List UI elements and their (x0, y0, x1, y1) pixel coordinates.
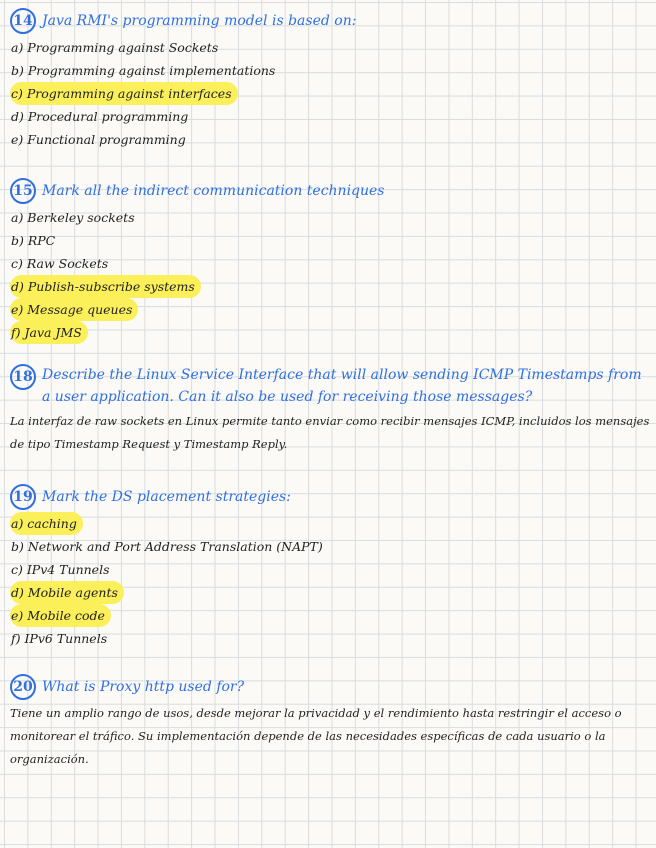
question-19-header (10, 484, 652, 510)
option-e: e) Functional programming (11, 132, 186, 147)
question-18 (10, 364, 652, 456)
option-d-highlighted: d) Publish-subscribe systems (10, 275, 201, 298)
option-b: b) Programming against implementations (11, 63, 276, 78)
option-e-highlighted: e) Message queues (10, 298, 138, 321)
question-15 (10, 178, 652, 344)
question-text: Mark all the indirect communication techniques (42, 183, 385, 199)
question-20-header (10, 674, 652, 700)
question-text: Describe the Linux Service Interface that will allow sending ICMP Timestamps from a user application. Can it also be used for receiving those messages? (42, 367, 642, 405)
option-d: d) Procedural programming (11, 109, 189, 124)
option-f-highlighted: f) Java JMS (10, 321, 88, 344)
option-c: c) Raw Sockets (11, 256, 109, 271)
question-text: Mark the DS placement strategies: (42, 489, 291, 505)
option-a-highlighted: a) caching (10, 512, 83, 535)
answer-text: Tiene un amplio rango de usos, desde mejorar la privacidad y el rendimiento hasta restringir el acceso o monitorear el tráfico. Su implementación depende de las necesidades específicas de cada usuario o la organización. (10, 706, 622, 766)
question-number-badge: 15 (10, 178, 36, 204)
question-number-badge: 19 (10, 484, 36, 510)
option-list (10, 512, 652, 650)
option-b: b) RPC (11, 233, 56, 248)
question-number-badge: 18 (10, 364, 36, 390)
question-20 (10, 674, 652, 771)
question-14-header (10, 8, 652, 34)
question-15-header (10, 178, 652, 204)
question-14 (10, 8, 652, 151)
option-c: c) IPv4 Tunnels (11, 562, 110, 577)
option-d-highlighted: d) Mobile agents (10, 581, 124, 604)
option-b: b) Network and Port Address Translation (NAPT) (11, 539, 323, 554)
answer-text: La interfaz de raw sockets en Linux permite tanto enviar como recibir mensajes ICMP, incluidos los mensajes de tipo Timestamp Request y Timestamp Reply. (10, 414, 650, 451)
question-number-badge: 14 (10, 8, 36, 34)
option-list (10, 36, 652, 151)
option-f: f) IPv6 Tunnels (11, 631, 108, 646)
question-text: Java RMI's programming model is based on: (42, 13, 357, 29)
option-list (10, 206, 652, 344)
option-c-highlighted: c) Programming against interfaces (10, 82, 238, 105)
option-a: a) Berkeley sockets (11, 210, 135, 225)
question-text: What is Proxy http used for? (42, 679, 245, 695)
option-a: a) Programming against Sockets (11, 40, 219, 55)
question-19 (10, 484, 652, 650)
question-18-header (10, 364, 652, 408)
question-number-badge: 20 (10, 674, 36, 700)
option-e-highlighted: e) Mobile code (10, 604, 111, 627)
